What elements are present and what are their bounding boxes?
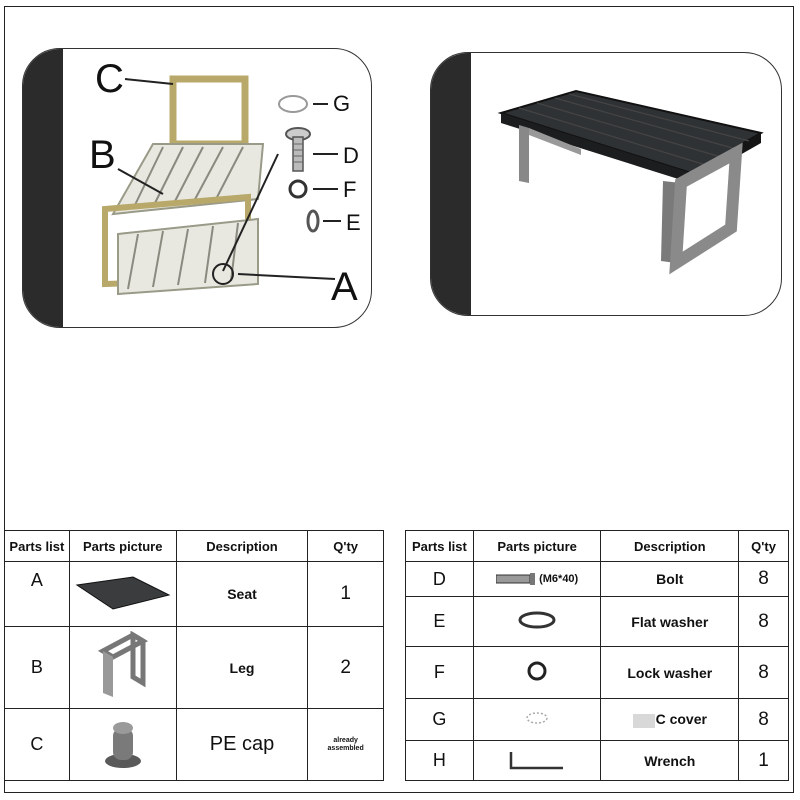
callout-c: C — [95, 57, 124, 101]
leg-picture-icon — [93, 631, 153, 701]
part-description: Seat — [227, 586, 257, 602]
part-description: PE cap — [209, 733, 275, 755]
part-qty: 8 — [758, 610, 769, 632]
parts-table-left — [4, 530, 384, 781]
exploded-view-illustration — [23, 49, 372, 328]
part-letter: E — [433, 611, 446, 631]
part-letter: D — [432, 568, 446, 589]
table-row — [406, 597, 789, 647]
header-parts-list: Parts list — [406, 531, 474, 562]
table-row — [5, 627, 384, 709]
part-qty: 8 — [758, 568, 769, 589]
callout-b: B — [89, 133, 116, 177]
parts-table-right — [405, 530, 789, 781]
part-letter: B — [30, 657, 43, 677]
redacted-text-patch — [633, 714, 655, 728]
part-description: C cover — [655, 711, 707, 728]
part-description: Flat washer — [631, 613, 709, 630]
part-letter: G — [432, 709, 447, 729]
assembly-diagram-panel — [22, 48, 372, 328]
part-letter: H — [432, 750, 446, 770]
part-letter: A — [30, 570, 43, 590]
qty-note-line2: assembled — [327, 744, 364, 752]
header-parts-picture: Parts picture — [473, 531, 601, 562]
table-header-row — [5, 531, 384, 562]
part-description: Leg — [229, 659, 255, 676]
header-qty: Q'ty — [308, 531, 384, 562]
lock-washer-picture-icon — [525, 659, 549, 683]
finished-table-panel — [430, 52, 782, 316]
table-row — [406, 741, 789, 781]
seat-picture-icon — [73, 573, 173, 613]
table-header-row — [406, 531, 789, 562]
table-row — [406, 699, 789, 741]
table-row — [5, 709, 384, 781]
part-letter: C — [30, 734, 44, 754]
part-description: Lock washer — [627, 664, 713, 681]
finished-table-illustration — [431, 53, 782, 316]
callout-a: A — [331, 265, 358, 309]
callout-g: G — [333, 91, 351, 116]
flat-washer-picture-icon — [517, 610, 557, 630]
header-parts-list: Parts list — [5, 531, 70, 562]
wrench-picture-icon — [507, 746, 567, 772]
part-qty: 1 — [340, 583, 351, 604]
bolt-picture-icon — [496, 572, 536, 586]
cover-picture-icon — [524, 710, 550, 726]
pe-cap-picture-icon — [98, 716, 148, 771]
bolt-size-label: (M6*40) — [539, 572, 579, 585]
header-description: Description — [176, 531, 308, 562]
part-description: Wrench — [644, 752, 696, 769]
table-row — [5, 562, 384, 627]
header-qty: Q'ty — [739, 531, 789, 562]
callout-e: E — [346, 210, 361, 235]
header-parts-picture: Parts picture — [69, 531, 176, 562]
qty-note-line1: already — [333, 736, 358, 744]
header-description: Description — [601, 531, 739, 562]
part-letter: F — [433, 662, 445, 682]
part-qty: 1 — [758, 749, 769, 771]
table-row — [406, 562, 789, 597]
callout-d: D — [343, 143, 359, 168]
part-qty: 8 — [758, 708, 769, 730]
callout-f: F — [343, 177, 357, 202]
part-qty: 8 — [758, 661, 769, 683]
part-qty: 2 — [340, 656, 351, 678]
part-description: Bolt — [656, 571, 684, 587]
table-row — [406, 647, 789, 699]
